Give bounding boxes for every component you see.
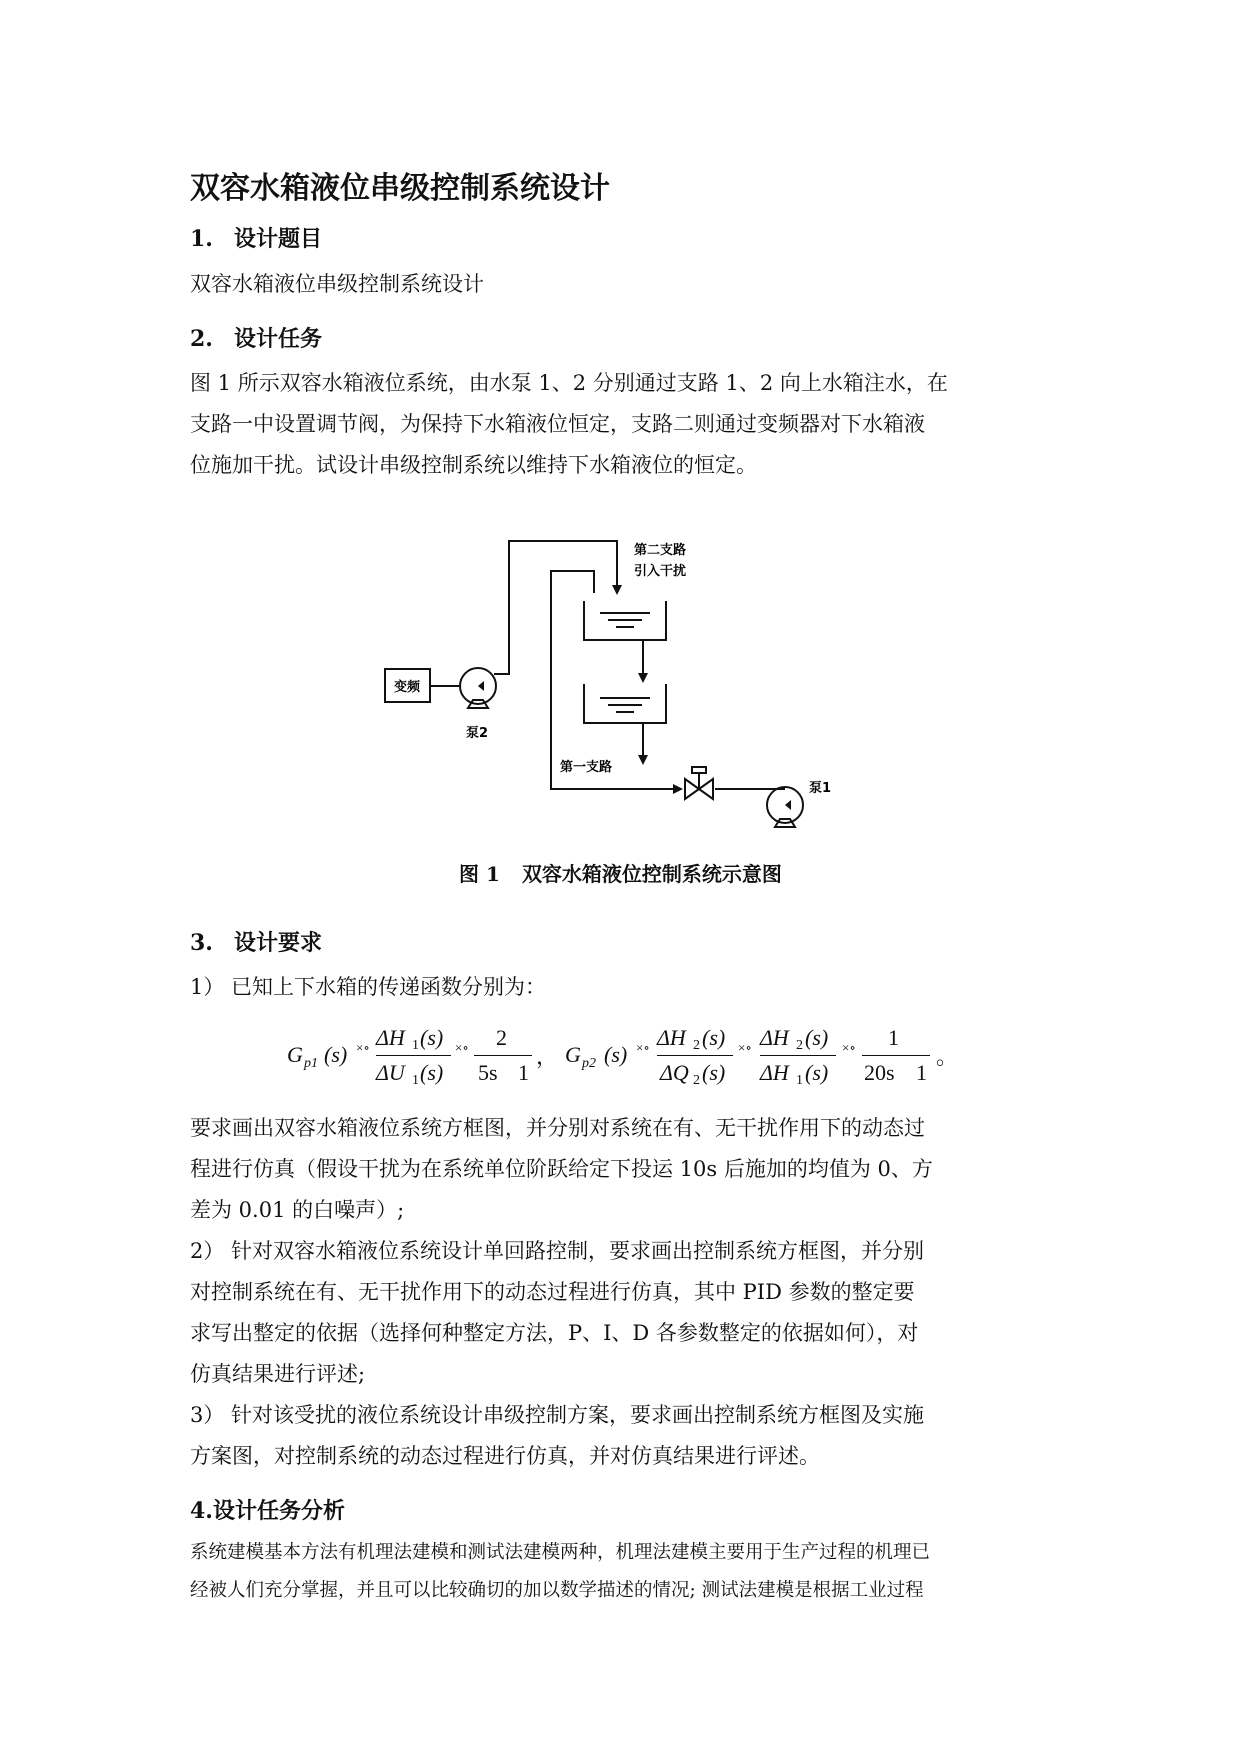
formula-symbol: 1 [518,1060,529,1085]
formula-symbol: ×∘ [356,1040,370,1055]
formula-symbol: (s) [805,1060,829,1085]
paragraph-line: 对控制系统在有、无干扰作用下的动态过程进行仿真，其中 PID 参数的整定要 [190,1280,915,1304]
formula-symbol: ΔH [657,1025,686,1050]
pump2-impeller [478,681,484,691]
formula-symbol: (s) [420,1025,444,1050]
formula-symbol: 2 [496,1025,507,1050]
formula-symbol: 1 [888,1025,899,1050]
formula-symbol: (s) [702,1060,726,1085]
section-title: 设计题目 [234,226,323,252]
formula-symbol: ΔH [376,1025,405,1050]
paragraph-line: 程进行仿真（假设干扰为在系统单位阶跃给定下投运 10s 后施加的均值为 0、方 [190,1157,933,1181]
requirement-1-body [190,1108,1070,1231]
formula-symbol: G [287,1042,303,1067]
requirement-1-intro: 1） 已知上下水箱的传递函数分别为： [190,975,547,999]
pump1-impeller [785,800,791,810]
analysis-body [190,1534,1070,1610]
paragraph-line: 图 1 所示双容水箱液位系统，由水泵 1、2 分别通过支路 1、2 向上水箱注水，在 [190,371,948,395]
formula-symbol: 2 [693,1073,700,1088]
pump1-label: 泵1 [809,781,832,796]
formula-symbol: 5s [478,1060,498,1085]
paragraph-line: 仿真结果进行评述; [190,1362,366,1386]
branch1-label: 第一支路 [560,760,613,775]
formula-symbol: ×∘ [455,1040,469,1055]
paragraph-line: 支路一中设置调节阀，为保持下水箱液位恒定，支路二则通过变频器对下水箱液 [190,412,925,436]
formula-symbol: (s) [702,1025,726,1050]
paragraph-line: 求写出整定的依据（选择何种整定方法，P、I、D 各参数整定的依据如何），对 [190,1321,919,1345]
paragraph-line: 经被人们充分掌握，并且可以比较确切的加以数学描述的情况; 测试法建模是根据工业过程 [190,1580,924,1601]
formula-symbol: 1 [412,1073,419,1088]
requirement-2-body [190,1231,1070,1395]
vfd-label: 变频 [394,680,421,695]
caption-number: 图 1 [459,862,500,886]
branch2-label-line2: 引入干扰 [634,564,687,579]
formula-symbol: p2 [582,1056,596,1071]
formula-symbol: ΔQ [660,1060,689,1085]
formula-symbol: ΔU [376,1060,405,1085]
formula-symbol: (s) [420,1060,444,1085]
section-4-heading [190,1494,345,1525]
paragraph-line: 方案图，对控制系统的动态过程进行仿真，并对仿真结果进行评述。 [190,1444,820,1468]
branch1-pipe [551,571,681,789]
formula-symbol: (s) [604,1042,628,1067]
formula-symbol: G [565,1042,581,1067]
formula-symbol: p1 [304,1056,318,1071]
paragraph-line: 3） 针对该受扰的液位系统设计串级控制方案，要求画出控制系统方框图及实施 [190,1403,925,1427]
paragraph-line: 2） 针对双容水箱液位系统设计单回路控制，要求画出控制系统方框图，并分别 [190,1239,925,1263]
paragraph-line: 差为 0.01 的白噪声）; [190,1198,405,1222]
section-title: 设计任务 [234,326,323,352]
section-3-heading [190,926,322,957]
caption-text: 双容水箱液位控制系统示意图 [521,862,782,886]
figure-caption [0,858,1241,887]
formula-symbol: ΔH [760,1025,789,1050]
formula-symbol: 20s [864,1060,895,1085]
formula-symbol: 。 [936,1044,959,1069]
section-number: 3. [190,930,213,956]
branch2-label-line1: 第二支路 [634,543,687,558]
formula-symbol: ×∘ [842,1040,856,1055]
paragraph-line: 系统建模基本方法有机理法建模和测试法建模两种，机理法建模主要用于生产过程的机理已 [190,1542,931,1563]
paragraph-line: 位施加干扰。试设计串级控制系统以维持下水箱液位的恒定。 [190,453,757,477]
section-number: 1. [190,226,213,252]
document-title: 双容水箱液位串级控制系统设计 [190,171,610,206]
formula-symbol: ΔH [760,1060,789,1085]
formula-symbol: ×∘ [738,1040,752,1055]
paragraph-line: 要求画出双容水箱液位系统方框图，并分别对系统在有、无干扰作用下的动态过 [190,1116,925,1140]
section-title: 设计要求 [234,930,323,956]
formula-symbol: (s) [805,1025,829,1050]
requirement-3-body [190,1395,1070,1477]
formula-symbol: 1 [916,1060,927,1085]
formula-symbol: 1 [796,1073,803,1088]
formula-symbol: 2 [693,1038,700,1053]
formula-symbol: ×∘ [636,1040,650,1055]
pump2-label: 泵2 [466,726,489,741]
formula-symbol: ， [536,1044,559,1069]
branch2-pipe [494,541,617,674]
section-1-body: 双容水箱液位串级控制系统设计 [190,272,484,296]
lower-tank [584,684,666,723]
valve-actuator [692,767,706,773]
formula-symbol: (s) [324,1042,348,1067]
section-number: 2. [190,326,213,352]
section-title: 4.设计任务分析 [190,1498,345,1524]
formula-symbol: 1 [412,1038,419,1053]
formula-symbol: 2 [796,1038,803,1053]
